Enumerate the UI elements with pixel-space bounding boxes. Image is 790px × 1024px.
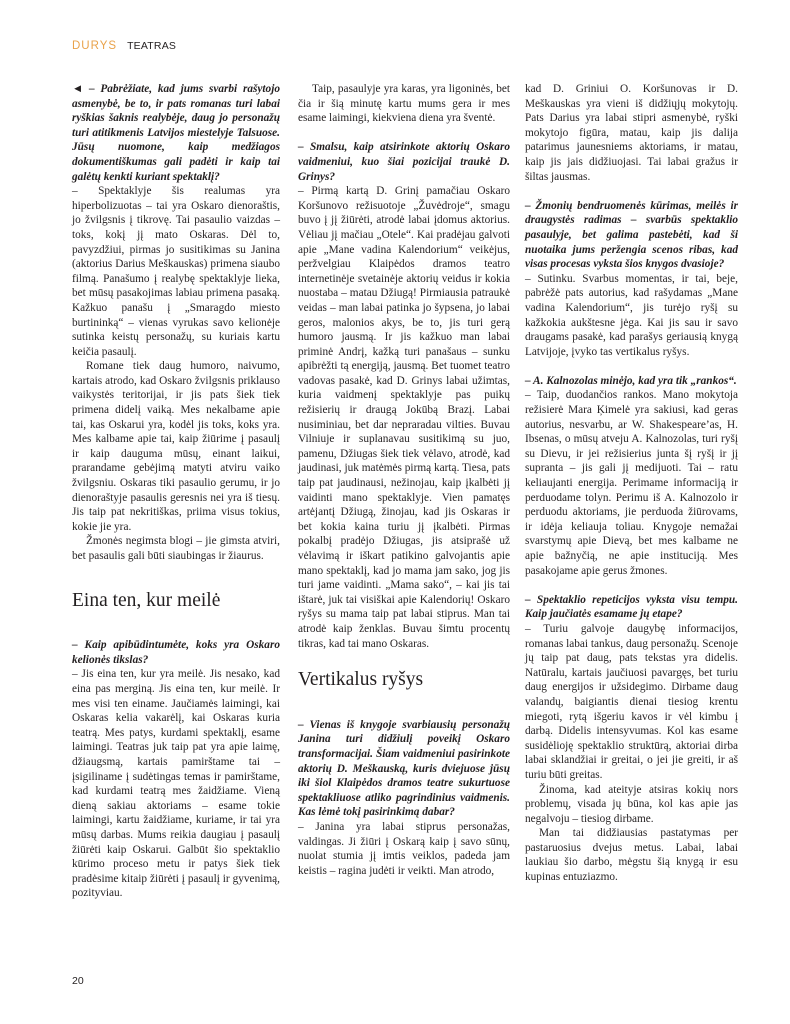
answer-paragraph: Man tai didžiausias pastatymas per pastaruosius dvejus metus. Labai, labai laukiau šio darbo, mėgstu šią knygą ir esu kupinas entuziazmo. bbox=[525, 827, 738, 884]
answer-paragraph: – Janina yra labai stiprus personažas, valdingas. Ji žiūri į Oskarą kaip į savo sūnų, nuolat stumia jį imtis veiklos, padeda jam keistis – ragina judėti ir veikti. Man atrodo, bbox=[298, 820, 510, 877]
interview-question: – Smalsu, kaip atsirinkote aktorių Oskaro vaidmeniui, kuo šiai pozicijai traukė D. Grinys? bbox=[298, 141, 510, 183]
answer-paragraph: – Spektaklyje šis realumas yra hiperbolizuotas – tai yra Oskaro dienoraštis, jo žvilgsnis į tikrovę. Tai pasaulio vaizdas – toks, kokį jį mato Oskaras. Dėl to, pavyzdžiui, pirmas jo susitikimas su Janina (aktorius Darius Meškauskas) primena siaubo filmą. Panašumo į realybę spektaklyje lieka, bet mūsų pasakojimas labiau primena pasaką. Kažkuo panašu į „Smaragdo miesto burtininką“ – vienas vyrukas savo kelionėje sutinka keistų personažų, su kuriais kartu keičia pasaulį. bbox=[72, 185, 280, 358]
answer-paragraph: – Sutinku. Svarbus momentas, ir tai, beje, pabrėžė pats autorius, kad rašydamas „Mane vadina Kalendorium“, jis turėjo ryšį su kažkokia aukštesne jėga. Kai jis sau ir savo draugams pasakė, kad parašys geriausią knygą Latvijoje, įvyko tas vertikalus ryšys. bbox=[525, 272, 738, 358]
interview-question: – A. Kalnozolas minėjo, kad yra tik „rankos“. bbox=[525, 374, 737, 387]
interview-question: – Vienas iš knygoje svarbiausių personažų Janina turi didžiulį poveikį Oskaro transformacijai. Šiam vaidmeniui pasirinkote aktorių D. Meškauską, kuris dviejuose jūsų iki šiol Klaipėdos dramos teatre sukurtuose spektakliuose atliko pagrindinius vaidmenis. Kas lėmė tokį pasirinkimą dabar? bbox=[298, 718, 510, 819]
answer-paragraph: Žmonės negimsta blogi – jie gimsta atviri, bet pasaulis gali būti siaubingas ir žiaurus. bbox=[72, 535, 280, 562]
answer-paragraph: Taip, pasaulyje yra karas, yra ligoninės, bet čia ir šią minutę kartu mums gera ir mes esame laimingi, kiekviena diena yra šventė. bbox=[298, 83, 510, 125]
answer-paragraph: Romane tiek daug humoro, naivumo, kartais atrodo, kad Oskaro žvilgsnis priklauso vaikystės teritorijai, ir jis pats šiek tiek primena didelį vaiką. Mes nekalbame apie tai, kas Oskarui yra, kodėl jis toks, koks yra. Mes kalbame apie tai, kaip žiūrime į pasaulį ir kaip dauguma mūsų, einant laikui, prarandame gebėjimą matyti atviru vaiko žvilgsniu. Oskaras tiki pasaulio gerumu, ir jo dienoraštyje pasaulis geresnis nei yra iš tiesų. Jis taip pat nekritiškas, priima visus tokius, kokie jie yra. bbox=[72, 360, 280, 533]
interview-question: – Žmonių bendruomenės kūrimas, meilės ir draugystės radimas – svarbūs spektaklio pasaulyje, bet galima pastebėti, kad ši nuotaika jums peržengia scenos ribas, kad visas procesas vyksta šios knygos dvasioje? bbox=[525, 199, 738, 271]
answer-paragraph: – Jis eina ten, kur yra meilė. Jis nesako, kad eina pas merginą. Jis eina ten, kur meilė. Ir mes visi ten einame. Jaučiamės laimingi, kai Oskaras kelia vakarėlį, kai Oskaras kuria teatrą. Mes patys, kurdami spektaklį, esame laimingi. Teatras juk taip pat yra apie laimę, džiaugsmą, kartais pamirštame tai – įsigiliname į sudėtingas temas ir pamirštame, kad kurdami teatrą mes žaidžiame. Vieną dieną sakiau aktoriams – esame tokie laimingi, kartu žaidžiame, kuriame, ir tai yra mūsų darbas. Mums reikia daugiau į pasaulį žiūrėti kaip Oskarui. Galbūt šio spektaklio kūrimo proceso metu ir patys šiek tiek pradėsime kitaip žiūrėti į pasaulį ir gyvenimą, pozityviau. bbox=[72, 668, 280, 900]
magazine-brand: DURYS bbox=[72, 40, 118, 52]
article-column-3 bbox=[525, 82, 738, 885]
running-header bbox=[72, 40, 176, 54]
answer-paragraph: – Pirmą kartą D. Grinį pamačiau Oskaro Koršunovo režisuotoje „Žuvėdroje“, smagu buvo į jį žiūrėti, atrodė labai įdomus aktorius. Vėliau jį mačiau „Otele“. Kai pradėjau galvoti apie „Mane vadina Kalendorium“ veikėjus, peržvelgiau Klaipėdos dramos teatro internetinėje svetainėje aktorių veidus ir kokia nuostaba – matau Džiugą! Pirmiausia patraukė veidas – man labai patinka jo šypsena, jo labai geros, malonios akys, be to, jis turi gerą humoro jausmą. Ir jis kažkuo man labai priminė Andrį, kažką turi panašaus – sunku apibrėžti tą energiją, jausmą. Bet tuomet teatro vadovas pasakė, kad D. Grinys labai užimtas, kuria vaidmenį spektaklyje pas puikų režisierių ir draugą Jokūbą Brazį. Labai nusiminiau, bet dar nepraradau vilties. Buvau Vilniuje ir suplanavau susitikimą su juo, pamenu, Džiugas šiek tiek vėlavo, atrodė, kad jaudinasi, juk matėmės pirmą kartą. Tiesa, pats taip pat jaudinausi, nežinojau, kaip įkalbėti jį vaidinti mano spektaklyje. Vien pamatęs artėjantį Džiugą, žinojau, kad jis Oskaras ir bet kokia kaina turiu jį įkalbėti. Pirmas pokalbį pradėjo Džiugas, jis atsiprašė už vėlavimą ir iškart patikino galvojantis apie mano spektaklį, kad jo mama jam sako, jog jis turi jame vaidinti. „Mama sako“, – kai jis tai ištarė, juk tai visiškai apie Kalendorių! Oskaro ryšys su mama taip pat labai stiprus. Man tai atrodė kaip ženklas. Buvau šimtu procentų tikras, kad tai mano Oskaras. bbox=[298, 185, 510, 650]
page-number: 20 bbox=[72, 975, 84, 987]
interview-question: – Kaip apibūdintumėte, koks yra Oskaro kelionės tikslas? bbox=[72, 639, 280, 666]
section-heading: Vertikalus ryšys bbox=[298, 669, 424, 691]
interview-question: – Spektaklio repeticijos vyksta visu tempu. Kaip jaučiatės esamame jų etape? bbox=[525, 593, 738, 621]
answer-paragraph: – Turiu galvoje daugybę informacijos, romanas labai tankus, daug personažų. Scenoje jų taip pat daug, pats tekstas yra didelis. Natūralu, kartais jaučiuosi pavargęs, bet turiu daug energijos ir užsidegimo. Dirbame daug valandų, baigiantis dienai tiesiog krentu miegoti, rytą išgeriu kavos ir vėl kimbu į darbą. Didelis intensyvumas. Kol kas esame susidėlioję spektaklio struktūrą, aktoriai dirba labai sklandžiai ir greitai, o jei jie greiti, ir aš turiu būti greitas. bbox=[525, 622, 739, 781]
article-column-2 bbox=[298, 82, 510, 878]
section-label: TEATRAS bbox=[127, 40, 177, 52]
answer-paragraph: Žinoma, kad ateityje atsiras kokių nors problemų, visada jų būna, kol kas apie jas negalvoju – tiesiog dirbame. bbox=[525, 783, 738, 825]
answer-paragraph: – Taip, duodančios rankos. Mano mokytoja režisierė Mara Ķimelė yra sakiusi, kad geras autorius, nesvarbu, ar W. Shakespeare’as, H. Ibsenas, o mūsų atveju A. Kalnozolas, turi ryšį su Dievu, ir jei režisierius junta šį ryšį ir jį supranta – jis gali jį medijuoti. Tai – ratu keliaujanti energija. Perimame informaciją ir perduodame tolyn. Perimu iš A. Kalnozolo ir perduodu aktoriams, jie perduoda žiūrovams, ir idėja keliauja toliau. Knygoje nemažai svarstymų apie Dievą, bet mes kalbame ne apie bažnyčią, ne apie instituciją. Mes pasakojame apie gerus žmones. bbox=[525, 389, 738, 577]
article-column-1 bbox=[72, 82, 280, 901]
interview-question: ◄ – Pabrėžiate, kad jums svarbi rašytojo asmenybė, be to, ir pats romanas turi labai ryškias šaknis realybėje, daug jo personažų turi atitikmenis Latvijos miestelyje Talsuose. Jūsų nuomone, kaip medžiagos dokumentiškumas gali padėti ir kaip tai galėtų kenkti kuriant spektaklį? bbox=[72, 83, 280, 183]
section-heading: Eina ten, kur meilė bbox=[72, 589, 221, 611]
answer-paragraph: kad D. Griniui O. Koršunovas ir D. Meškauskas yra vieni iš didžiųjų mokytojų. Pats Darius yra labai stipri asmenybė, ryški mokytojo figūra, matau, kaip jis dalija patarimus jaunesniems aktoriams, ir matau, kaip jis jais didžiuojasi. Tai labai gražus ir šiltas jausmas. bbox=[525, 83, 738, 183]
